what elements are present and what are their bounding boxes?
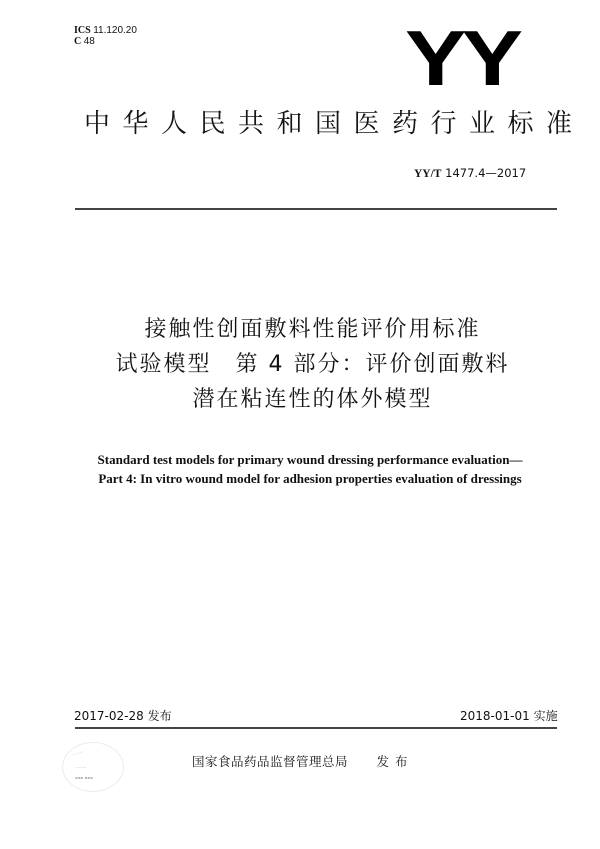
ics-label: ICS (74, 25, 91, 36)
chinese-title-line-3: 潜在粘连性的体外模型 (192, 387, 433, 412)
standard-prefix: YY/T (414, 168, 442, 180)
english-title-line-2: Part 4: In vitro wound model for adhesion properties evaluation of dressings (98, 471, 522, 486)
ics-value: 11.120.20 (93, 25, 137, 36)
issue-date-label: 发布 (147, 709, 172, 723)
ics-code (74, 25, 137, 36)
publisher-action: 发布 (376, 754, 414, 769)
seal-stamp-icon: ·········· ········· ▪▪▪ ▪▪▪ (62, 742, 124, 792)
english-title-line-1: Standard test models for primary wound dressing performance evaluation— (97, 452, 523, 467)
standard-number (414, 166, 526, 181)
standard-code: 1477.4—2017 (445, 166, 527, 180)
classification-codes (74, 25, 137, 47)
ccs-label: C (74, 36, 82, 47)
publisher-name: 国家食品药品监督管理总局 (192, 754, 349, 769)
implementation-date (460, 709, 558, 723)
ccs-value: 48 (83, 36, 95, 47)
chinese-title (60, 312, 565, 417)
issue-date-value: 2017-02-28 (74, 709, 144, 723)
english-title (40, 450, 580, 488)
standard-heading: 中华人民共和国医药行业标准 (84, 109, 585, 139)
ccs-code (74, 36, 137, 47)
issue-date (74, 709, 172, 723)
implementation-date-label: 实施 (533, 709, 558, 723)
publisher-line (192, 754, 414, 770)
bottom-divider (75, 727, 557, 729)
chinese-title-line-1: 接触性创面敷料性能评价用标准 (144, 317, 481, 342)
implementation-date-value: 2018-01-01 (460, 709, 530, 723)
top-divider (75, 208, 557, 210)
yy-logo: YY (405, 14, 519, 102)
chinese-title-line-2: 试验模型 第 4 部分：评价创面敷料 (115, 352, 510, 377)
